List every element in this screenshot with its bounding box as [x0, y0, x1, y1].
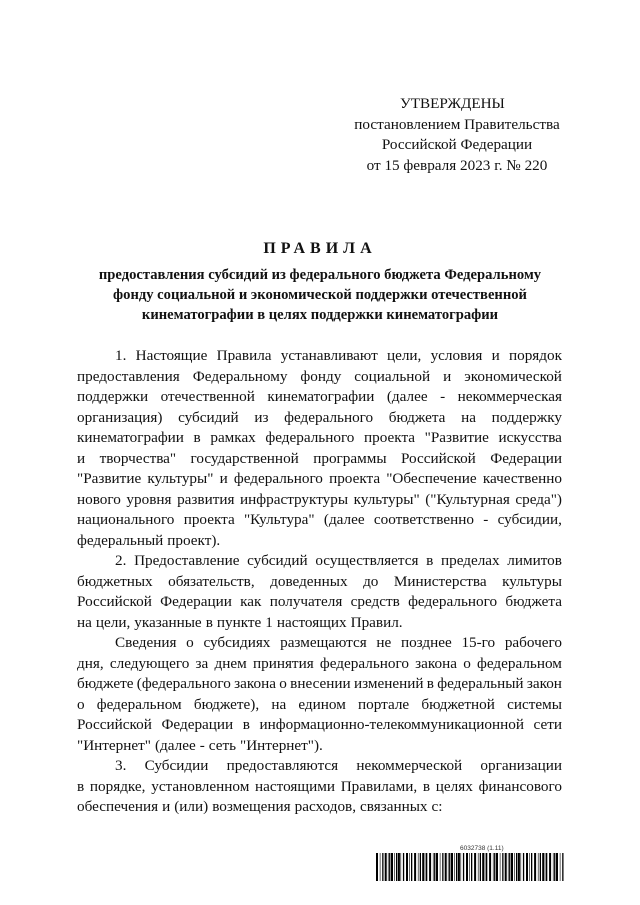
text-line: предоставления Федеральному фонду социальной и экономической	[77, 367, 562, 385]
paragraph	[77, 633, 562, 756]
text-line: 2. Предоставление субсидий осуществляется в пределах лимитов	[115, 552, 562, 569]
text-line: кинематографии в рамках федерального проекта "Развитие искусства	[77, 429, 562, 446]
barcode-icon	[376, 853, 564, 881]
paragraph	[77, 346, 562, 551]
text-line: на цели, указанные в пункте 1 настоящих Правил.	[77, 613, 403, 631]
approval-line-1: постановлением Правительства	[354, 115, 560, 133]
approval-block	[352, 94, 562, 176]
subtitle-line: предоставления субсидий из федерального бюджета Федеральному	[98, 267, 542, 283]
subtitle-line: кинематографии в целях поддержки кинематографии	[141, 307, 499, 323]
text-line: и творчества" государственной программы Российской Федерации	[77, 449, 562, 467]
text-line: 1. Настоящие Правила устанавливают цели, условия и порядок	[115, 347, 562, 364]
text-line: обеспечения и (или) возмещения расходов, связанных с:	[77, 798, 443, 815]
text-line: в порядке, установленном настоящими Правилами, в целях финансового	[77, 777, 562, 795]
approval-stamp: УТВЕРЖДЕНЫ	[400, 95, 505, 112]
document-code: 6032738 (1.11)	[460, 845, 504, 852]
text-line: федеральный проект).	[77, 531, 221, 549]
approval-line-2: Российской Федерации	[381, 136, 533, 153]
text-line: нового уровня развития инфраструктуры культуры" ("Культурная среда")	[77, 490, 562, 508]
subtitle-line: фонду социальной и экономической поддержки отечественной	[113, 287, 527, 303]
paragraph	[77, 756, 562, 818]
text-line: Сведения о субсидиях размещаются не позднее 15-го рабочего	[115, 634, 562, 651]
text-line: о федеральном бюджете), на едином портале бюджетной системы	[77, 695, 562, 713]
document-body	[77, 346, 562, 818]
document-title: ПРАВИЛА	[263, 240, 377, 257]
paragraph	[77, 551, 562, 633]
text-line: поддержки отечественной кинематографии (далее - некоммерческая	[77, 388, 562, 405]
text-line: "Развитие культуры" и федерального проекта "Обеспечение качественно	[77, 470, 562, 487]
text-line: 3. Субсидии предоставляются некоммерческой организации	[115, 757, 562, 774]
text-line: "Интернет" (далее - сеть "Интернет").	[77, 736, 323, 754]
document-subtitle	[80, 265, 560, 325]
text-line: Российской Федерации в информационно-телекоммуникационной сети	[77, 716, 562, 733]
text-line: национального проекта "Культура" (далее соответственно - субсидии,	[77, 511, 562, 528]
text-line: бюджетных обязательств, доведенных до Министерства культуры	[77, 572, 562, 590]
text-line: бюджете (федерального закона о внесении изменений в федеральный закон	[77, 675, 562, 692]
text-line: дня, следующего за днем принятия федерального закона о федеральном	[77, 654, 562, 672]
approval-line-3: от 15 февраля 2023 г. № 220	[366, 156, 548, 174]
text-line: Российской Федерации как получателя средств федерального бюджета	[77, 593, 562, 610]
text-line: организация) субсидий из федерального бюджета на поддержку	[77, 408, 562, 426]
